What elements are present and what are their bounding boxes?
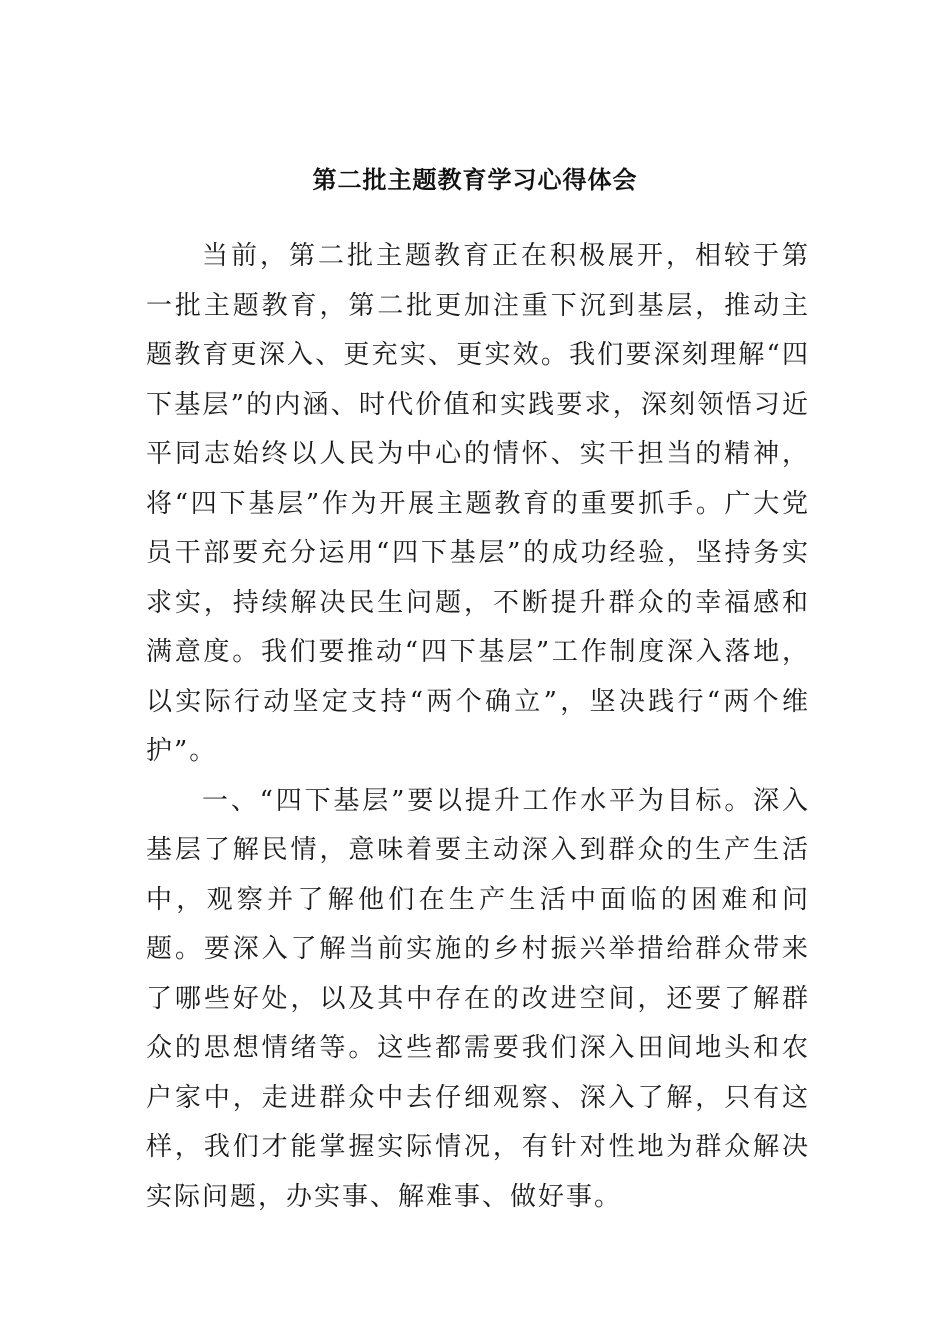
paragraph-intro: 当前，第二批主题教育正在积极展开，相较于第一批主题教育，第二批更加注重下沉到基层，推动主题教育更深入、更充实、更实效。我们要深刻理解“四下基层”的内涵、时代价值和实践要求，深刻领悟习近平同志始终以人民为中心的情怀、实干担当的精神，将“四下基层”作为开展主题教育的重要抓手。广大党员干部要充分运用“四下基层”的成功经验，坚持务实求实，持续解决民生问题，不断提升群众的幸福感和满意度。我们要推动“四下基层”工作制度深入落地，以实际行动坚定支持“两个确立”，坚决践行“两个维护”。: [146, 241, 810, 766]
paragraph-section-one: 一、“四下基层”要以提升工作水平为目标。深入基层了解民情，意味着要主动深入到群众的生产生活中，观察并了解他们在生产生活中面临的困难和问题。要深入了解当前实施的乡村振兴举措给群众带来了哪些好处，以及其中存在的改进空间，还要了解群众的思想情绪等。这些都需要我们深入田间地头和农户家中，走进群众中去仔细观察、深入了解，只有这样，我们才能掌握实际情况，有针对性地为群众解决实际问题，办实事、解难事、做好事。: [146, 785, 810, 1212]
document-title: 第二批主题教育学习心得体会: [312, 166, 638, 194]
document-body: [146, 232, 810, 1222]
